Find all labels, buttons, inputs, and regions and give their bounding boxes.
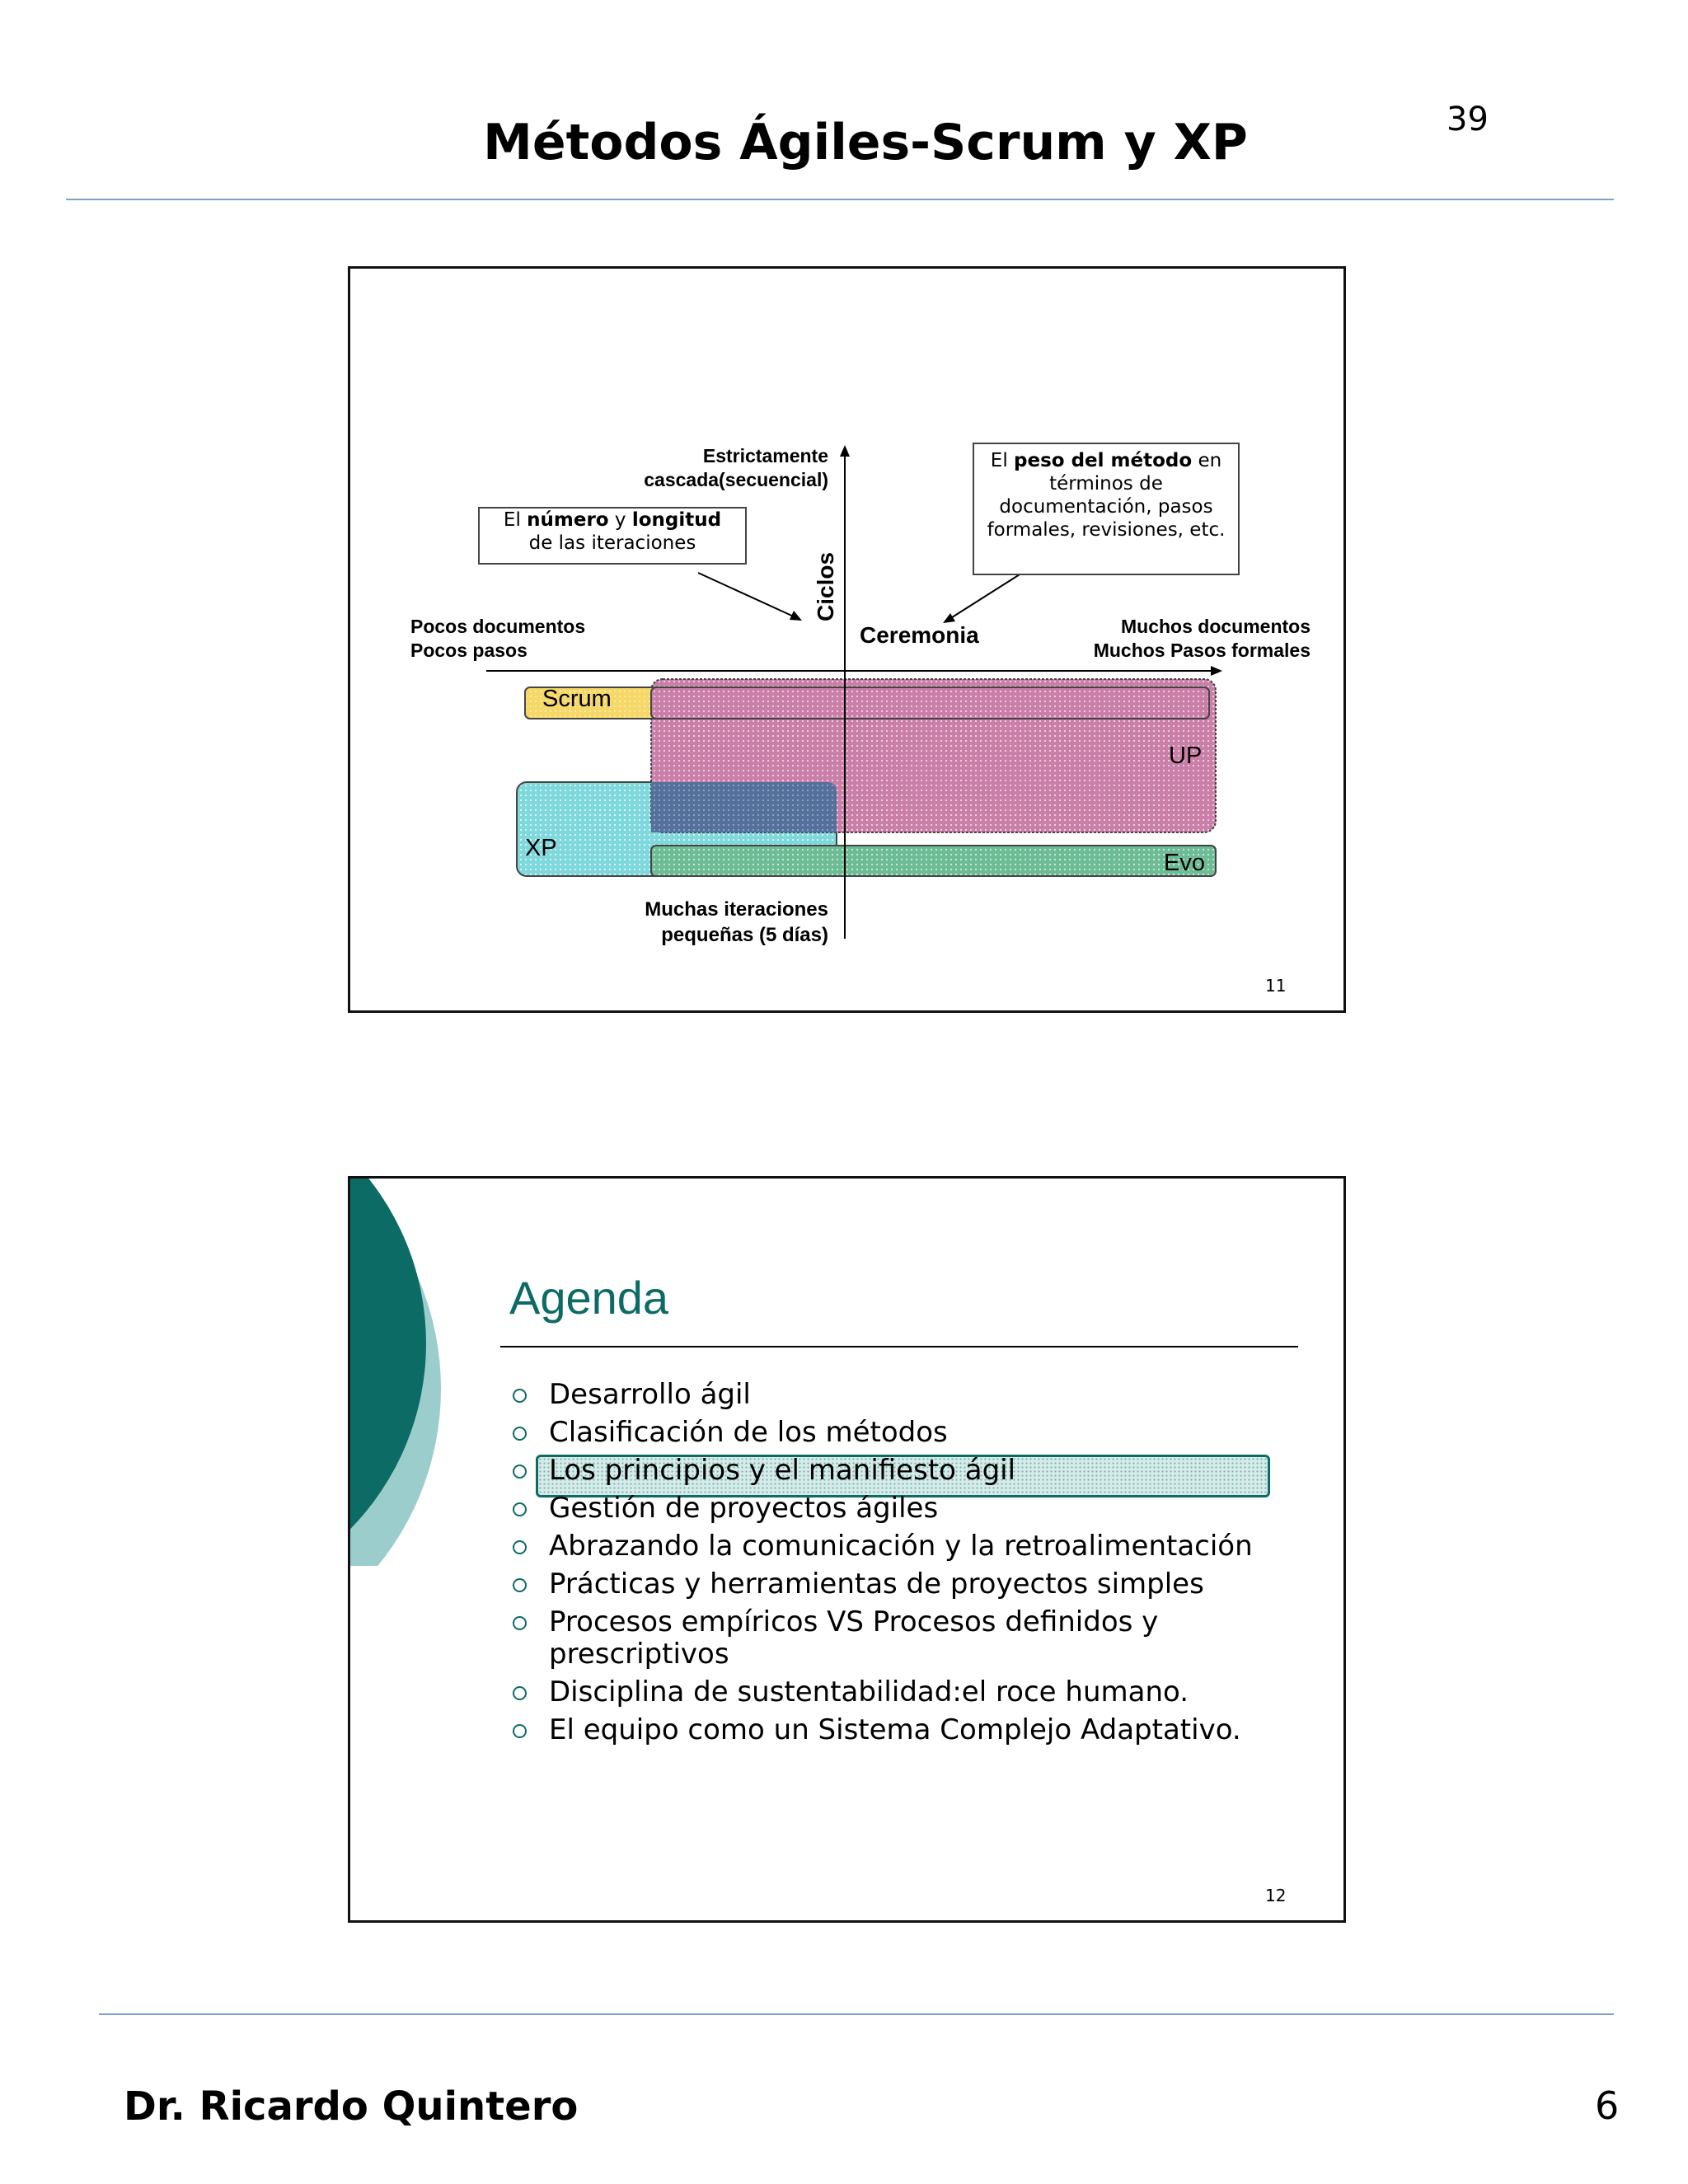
bullet-icon	[513, 1427, 527, 1441]
callout-bold-weight: peso del método	[1014, 450, 1193, 471]
header-rule	[66, 199, 1614, 200]
page-number-top: 39	[1447, 101, 1489, 138]
agenda-item-highlighted	[509, 1455, 1301, 1487]
agenda-item-text: Clasificación de los métodos	[549, 1416, 948, 1449]
iterations-callout	[478, 507, 747, 565]
agenda-item-text: Los principios y el manifiesto ágil	[549, 1454, 1016, 1487]
method-weight-callout-line4: formales, revisiones, etc.	[987, 519, 1226, 541]
agenda-item	[509, 1417, 1301, 1449]
method-weight-callout-line1	[974, 449, 1238, 472]
bottom-axis-label	[548, 897, 828, 948]
slide-classification	[348, 266, 1346, 1013]
agenda-item-text: Prácticas y herramientas de proyectos simples	[549, 1568, 1204, 1601]
bottom-axis-label-line2: pequeñas (5 días)	[661, 924, 828, 946]
top-axis-label-line1: Estrictamente	[702, 445, 828, 466]
agenda-item	[509, 1714, 1301, 1746]
callout-text: y	[608, 509, 632, 531]
agenda-title: Agenda	[509, 1272, 669, 1324]
callout-text: El	[990, 450, 1015, 471]
y-axis-label: Ciclos	[813, 551, 838, 621]
top-axis-label	[548, 444, 828, 492]
agenda-item-text: Abrazando la comunicación y la retroalimentación	[549, 1530, 1253, 1563]
bullet-icon	[513, 1616, 527, 1630]
callout-bold-number: número	[527, 509, 609, 531]
top-axis-label-line2: cascada(secuencial)	[644, 469, 828, 490]
iterations-callout-line1	[480, 509, 745, 532]
agenda-item	[509, 1568, 1301, 1601]
callout-text: en	[1192, 450, 1222, 471]
right-axis-label-line2: Muchos Pasos formales	[1093, 640, 1311, 661]
left-axis-label-line2: Pocos pasos	[410, 640, 528, 661]
x-axis-label: Ceremonia	[860, 622, 979, 648]
bullet-icon	[513, 1686, 527, 1700]
agenda-item-text: Desarrollo ágil	[549, 1378, 751, 1411]
agenda-item	[509, 1606, 1208, 1671]
callout-text: El	[503, 509, 528, 531]
right-axis-label	[1001, 615, 1311, 663]
agenda-list	[509, 1379, 1301, 1752]
bullet-icon	[513, 1502, 527, 1516]
footer-rule	[99, 2013, 1614, 2015]
callout-bold-length: longitud	[631, 509, 722, 531]
left-axis-label	[410, 615, 585, 663]
xp-up-overlap	[651, 782, 837, 832]
agenda-item-text: El equipo como un Sistema Complejo Adaptativo.	[549, 1713, 1241, 1746]
footer-author: Dr. Ricardo Quintero	[124, 2083, 579, 2130]
slide-number: 11	[1265, 976, 1287, 996]
left-axis-label-line1: Pocos documentos	[410, 616, 586, 637]
agenda-item	[509, 1493, 1301, 1525]
agenda-item-text: Procesos empíricos VS Procesos definidos y prescriptivos	[549, 1605, 1159, 1671]
up-label: UP	[1169, 743, 1203, 769]
method-weight-callout	[973, 443, 1240, 575]
bullet-icon	[513, 1389, 527, 1403]
agenda-item-text: Gestión de proyectos ágiles	[549, 1492, 939, 1525]
right-axis-label-line1: Muchos documentos	[1120, 616, 1311, 637]
evo-label: Evo	[1164, 850, 1205, 876]
bullet-icon	[513, 1465, 527, 1479]
scrum-label: Scrum	[542, 686, 612, 712]
evo-bar	[651, 846, 1216, 876]
agenda-item	[509, 1676, 1301, 1708]
method-weight-callout-line3: documentación, pasos	[999, 496, 1213, 518]
bullet-icon	[513, 1540, 527, 1554]
agenda-item-text: Disciplina de sustentabilidad:el roce humano.	[549, 1675, 1189, 1708]
footer-page-number: 6	[1595, 2083, 1620, 2128]
agenda-title-rule	[500, 1346, 1298, 1347]
bullet-icon	[513, 1578, 527, 1592]
bottom-axis-label-line1: Muchas iteraciones	[645, 898, 828, 921]
slide-agenda	[348, 1176, 1346, 1923]
iterations-callout-line2: de las iteraciones	[528, 532, 696, 554]
agenda-item	[509, 1530, 1301, 1563]
page-title: Métodos Ágiles-Scrum y XP	[483, 114, 1248, 171]
xp-label: XP	[525, 835, 557, 861]
agenda-item	[509, 1379, 1301, 1411]
bullet-icon	[513, 1724, 527, 1738]
slide-decoration-circles	[350, 1179, 449, 1566]
scrum-up-overlap	[651, 687, 1209, 719]
method-weight-callout-line2: términos de	[1049, 473, 1163, 494]
slide-number: 12	[1265, 1886, 1287, 1905]
